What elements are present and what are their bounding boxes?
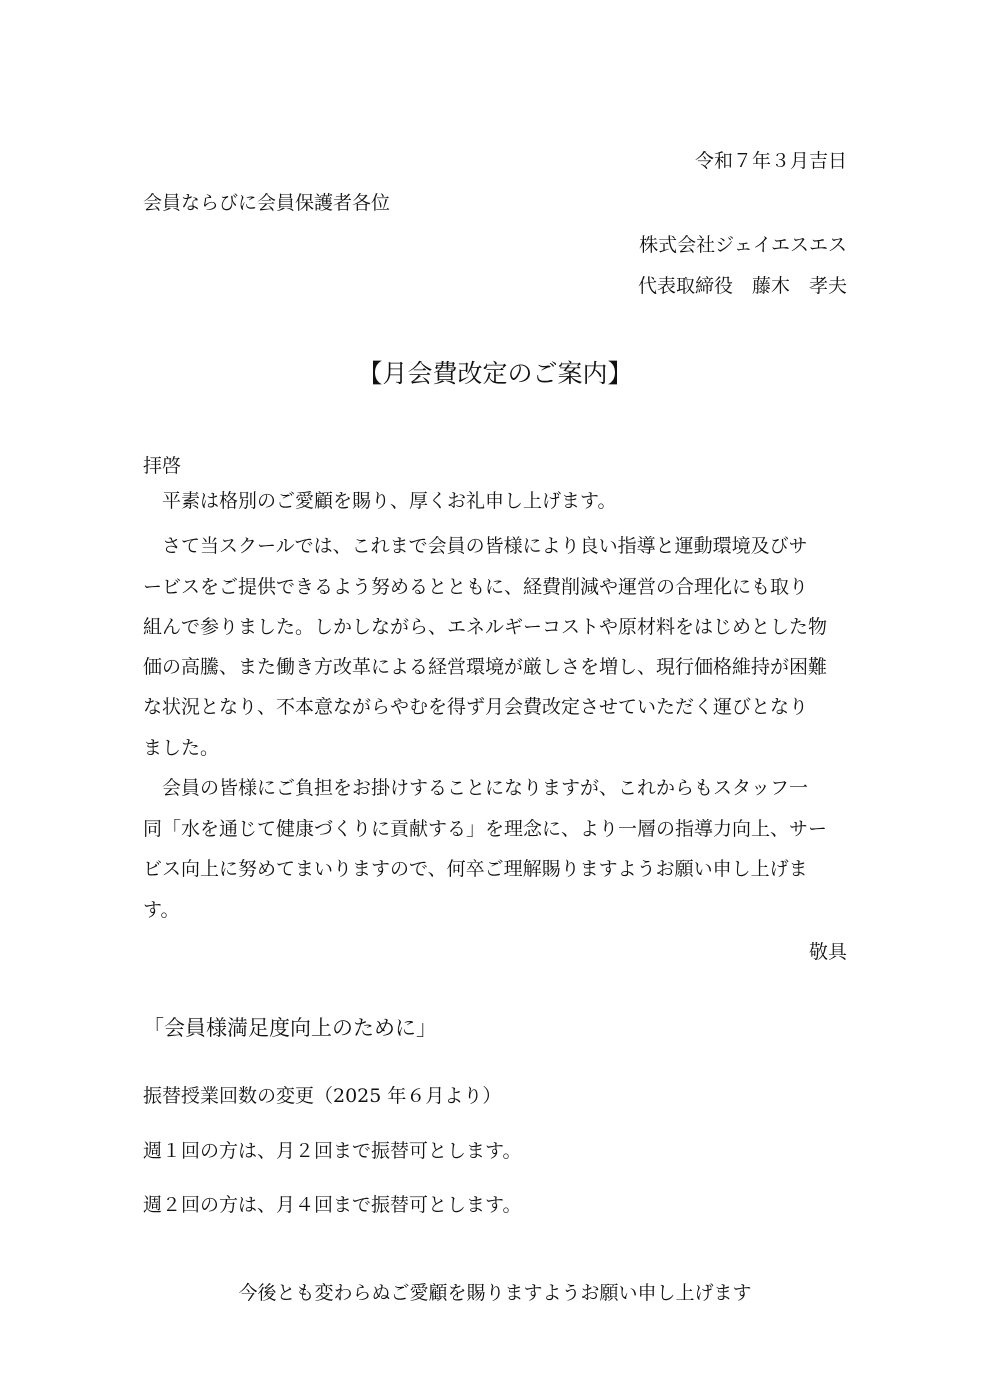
change-item: 週１回の方は、月２回まで振替可とします。 (143, 1140, 522, 1162)
recipient: 会員ならびに会員保護者各位 (143, 192, 391, 214)
body-paragraph-3-line: ビス向上に努めてまいりますので、何卒ご理解賜りますようお願い申し上げま (143, 858, 808, 880)
closing-salutation: 敬具 (808, 941, 847, 963)
body-paragraph-3-line: す。 (143, 899, 180, 921)
date: 令和７年３月吉日 (694, 150, 847, 172)
opening-salutation: 拝啓 (143, 455, 182, 477)
body-paragraph-2-line: 価の高騰、また働き方改革による経営環境が厳しさを増し、現行価格維持が困難 (143, 656, 828, 678)
sender-company: 株式会社ジェイエスエス (639, 234, 847, 256)
sender-representative: 代表取締役 藤木 孝夫 (637, 275, 847, 297)
change-heading: 振替授業回数の変更（2025 年６月より） (143, 1085, 502, 1107)
body-paragraph-2-line: ービスをご提供できるよう努めるとともに、経費削減や運営の合理化にも取り (143, 576, 809, 598)
body-paragraph-2-line: 組んで参りました。しかしながら、エネルギーコストや原材料をはじめとした物 (143, 616, 828, 638)
body-paragraph-2-line: さて当スクールでは、これまで会員の皆様により良い指導と運動環境及びサ (162, 535, 808, 557)
change-item: 週２回の方は、月４回まで振替可とします。 (143, 1194, 522, 1216)
body-paragraph-3-line: 会員の皆様にご負担をお掛けすることになりますが、これからもスタッフ一 (162, 777, 809, 799)
footer-message: 今後とも変わらぬご愛顧を賜りますようお願い申し上げます (238, 1282, 752, 1304)
section-title: 「会員様満足度向上のために」 (143, 1016, 437, 1040)
body-paragraph-3-line: 同「水を通じて健康づくりに貢献する」を理念に、より一層の指導力向上、サー (143, 818, 828, 840)
letter-title: 【月会費改定のご案内】 (357, 359, 633, 388)
body-paragraph-2-line: な状況となり、不本意ながらやむを得ず月会費改定させていただく運びとなり (143, 696, 809, 718)
body-paragraph-2-line: ました。 (143, 737, 220, 759)
body-paragraph-1: 平素は格別のご愛顧を賜り、厚くお礼申し上げます。 (162, 490, 617, 512)
